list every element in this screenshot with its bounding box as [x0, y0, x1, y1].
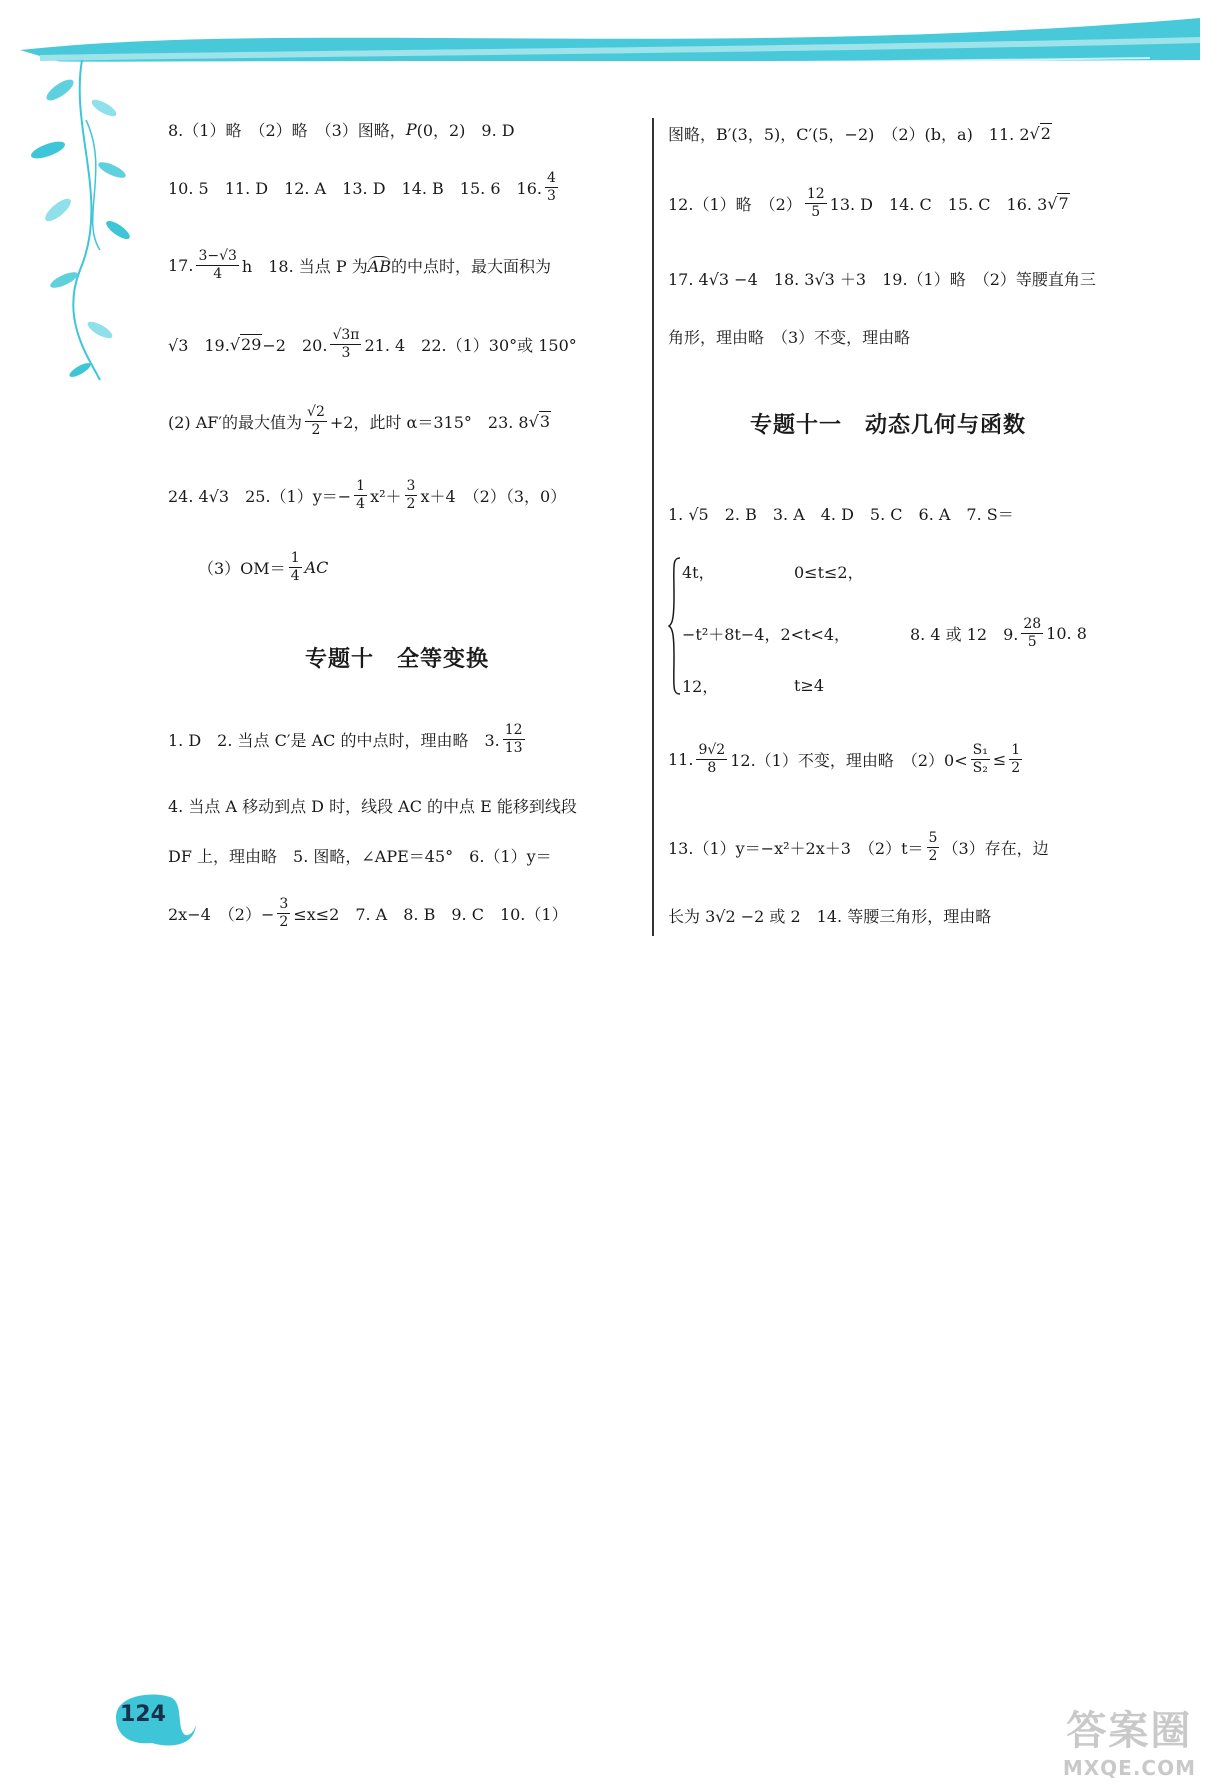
numerator: 4 [546, 170, 556, 186]
numerator: S₁ [972, 742, 988, 758]
text: +2，此时 α＝315° 23. 8 [329, 413, 529, 432]
numerator: 5 [928, 830, 938, 846]
radicand: 29 [241, 335, 262, 354]
fraction [289, 550, 302, 585]
answer-line-r1: 图略，B′(3，5)，C′(5，−2) （2）(b，a) 11. 2 √2 [668, 124, 1051, 144]
piecewise-row-3 [682, 674, 824, 697]
text: 图略，B′(3，5)，C′(5，−2) （2）(b，a) 11. 2 [668, 125, 1030, 144]
text: 12.（1）略 （2） [668, 195, 802, 214]
text: −t²＋8t−4，2<t<4， [682, 625, 851, 644]
numerator: 1 [1011, 742, 1021, 758]
text: 17. 4√3 −4 18. 3√3 ＋3 19.（1）略 （2）等腰直角三 [668, 270, 1096, 289]
fraction [1009, 742, 1022, 777]
text: 4t， [682, 563, 715, 582]
fraction [971, 742, 990, 777]
answer-line-8-9 [168, 118, 515, 141]
fraction [277, 896, 290, 931]
text: AC [304, 558, 329, 577]
text: −2 20. [262, 336, 328, 355]
numerator: 1 [290, 550, 300, 566]
denominator: 4 [356, 496, 366, 512]
text: 角形，理由略 （3）不变，理由略 [668, 328, 911, 347]
page-number: 124 [120, 1702, 166, 1727]
text: 0≤t≤2， [794, 563, 864, 582]
fraction [1021, 616, 1043, 651]
text: 1. D 2. 当点 C′是 AC 的中点时，理由略 3. [168, 731, 500, 750]
fraction [545, 170, 558, 205]
fraction [503, 722, 525, 757]
answer-line-s14 [668, 904, 991, 927]
text: x²＋ [370, 487, 402, 506]
denominator: 4 [213, 266, 223, 282]
numerator: 1 [356, 478, 366, 494]
text: 12.（1）不变，理由略 （2）0< [730, 751, 968, 770]
denominator: 2 [279, 914, 289, 930]
text: 17. [168, 256, 194, 275]
answer-line-24-25 [168, 478, 566, 513]
watermark [1063, 1699, 1196, 1780]
text: 长为 3√2 −2 或 2 14. 等腰三角形，理由略 [668, 907, 992, 926]
answer-line-s1 [668, 502, 1014, 525]
numerator: √2 [307, 404, 325, 420]
denominator: 3 [546, 188, 556, 204]
section-heading-11: 专题十一 动态几何与函数 [750, 413, 1027, 438]
text: 10. 8 [1046, 624, 1087, 643]
text: P [405, 120, 417, 139]
fraction [405, 478, 418, 513]
text: DF 上，理由略 5. 图略，∠APE＝45° 6.（1）y＝ [168, 847, 552, 866]
piecewise-row-2 [682, 616, 1087, 651]
text: (0，2) 9. D [416, 121, 515, 140]
answer-line-19-22: √3 19. √29 −2 20. $\frac{√3\pi}{3}$ 21. 4 22.（1）30°或 150° [168, 327, 577, 361]
text: 24. 4√3 25.（1）y＝− [168, 487, 352, 506]
arc-ab: AB [367, 256, 392, 276]
text: 2x−4 （2）− [168, 905, 275, 924]
text: 13. D 14. C 15. C 16. 3 [829, 195, 1048, 214]
text: (2) AF′的最大值为 [168, 413, 303, 432]
numerator: 12 [806, 186, 825, 202]
radicand: 7 [1058, 194, 1069, 213]
answer-line-r3 [668, 267, 1096, 290]
fraction [196, 248, 238, 283]
answer-line-10-16 [168, 170, 561, 205]
denominator: 2 [406, 496, 416, 512]
text: √3 19. [168, 336, 230, 355]
text: x＋4 （2）（3，0） [420, 487, 567, 506]
radicand: 3 [539, 412, 550, 431]
answer-line-17-18 [168, 248, 551, 283]
watermark-url: MXQE.COM [1062, 1756, 1196, 1780]
text: 1. √5 2. B 3. A 4. D 5. C 6. A 7. S＝ [668, 505, 1014, 524]
text: 12， [682, 677, 719, 696]
column-divider [652, 118, 654, 936]
text: 21. 4 22.（1）30°或 150° [364, 336, 577, 355]
text: 11. [668, 750, 694, 769]
section-heading-10: 专题十 全等变换 [305, 647, 490, 672]
denominator: 2 [928, 848, 938, 864]
numerator: 3−√3 [198, 248, 237, 264]
radicand: 2 [1040, 124, 1051, 143]
numerator: 3 [279, 896, 289, 912]
piecewise-row-1 [682, 560, 864, 583]
numerator: 12 [504, 722, 523, 738]
answer-line-r4 [668, 325, 910, 348]
text: （3）存在，边 [942, 839, 1049, 858]
fraction [927, 830, 940, 865]
answer-line-25-3 [198, 550, 328, 585]
answer-line-22-23: (2) AF′的最大值为 $\frac{√2}{2}$ +2，此时 α＝315° 23. 8 √3 [168, 404, 550, 438]
answer-line-1-3 [168, 722, 528, 757]
fraction [696, 742, 727, 777]
denominator: 2 [1011, 760, 1021, 776]
denominator: 3 [341, 345, 351, 361]
denominator: 5 [1027, 634, 1037, 650]
fraction [805, 186, 827, 221]
numerator: 9√2 [698, 742, 726, 758]
text: ≤ [992, 750, 1007, 769]
text: 13.（1）y＝−x²＋2x＋3 （2）t＝ [668, 839, 924, 858]
numerator: 3 [406, 478, 416, 494]
numerator: 28 [1023, 616, 1042, 632]
answer-line-4 [168, 794, 577, 817]
text: 8. 4 或 12 9. [910, 625, 1019, 644]
text: h 18. 当点 P 为 [241, 257, 368, 276]
text: 4. 当点 A 移动到点 D 时，线段 AC 的中点 E 能移到线段 [168, 797, 577, 816]
denominator: 8 [707, 760, 717, 776]
text: （3）OM＝ [198, 559, 286, 578]
text: t≥4 [794, 676, 825, 695]
denominator: 5 [811, 204, 821, 220]
answer-line-s13 [668, 830, 1049, 865]
fraction [354, 478, 367, 513]
answer-line-6-10 [168, 896, 568, 931]
text: 的中点时，最大面积为 [391, 257, 552, 276]
text: ≤x≤2 7. A 8. B 9. C 10.（1） [293, 905, 568, 924]
denominator: S₂ [972, 760, 988, 776]
text: 10. 5 11. D 12. A 13. D 14. B 15. 6 16. [168, 179, 542, 198]
answer-line-s11 [668, 742, 1025, 777]
text: 8.（1）略 （2）略 （3）图略， [168, 121, 406, 140]
fraction [330, 327, 361, 362]
numerator: √3π [332, 327, 360, 343]
answer-line-5-6 [168, 844, 552, 867]
denominator: 2 [311, 422, 321, 438]
denominator: 13 [504, 740, 523, 756]
answer-line-r2: 12.（1）略 （2） $\frac{12}{5}$ 13. D 14. C 15. C 16. 3 √7 [668, 186, 1069, 220]
watermark-title: 答案圈 [1066, 1708, 1193, 1754]
denominator: 4 [290, 568, 300, 584]
fraction [305, 404, 327, 439]
